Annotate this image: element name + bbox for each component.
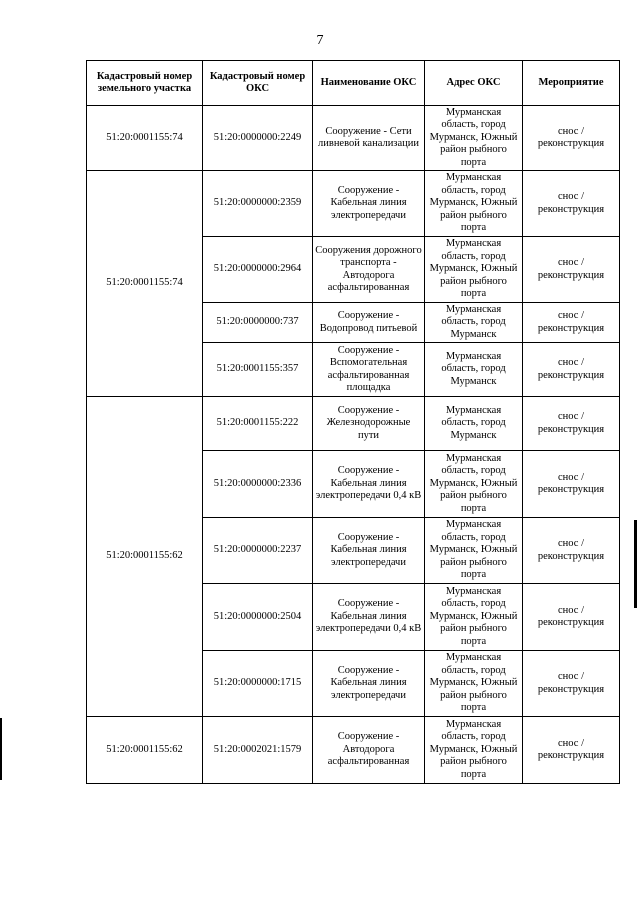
oks-cadastral-cell: 51:20:0000000:2249	[203, 106, 313, 171]
land-cadastral-cell: 51:20:0001155:62	[87, 397, 203, 717]
measure-cell: снос / реконструкция	[523, 343, 620, 397]
address-cell: Мурманская область, город Мурманск	[425, 343, 523, 397]
measure-cell: снос / реконструкция	[523, 171, 620, 237]
oks-cadastral-cell: 51:20:0000000:1715	[203, 651, 313, 717]
measure-cell: снос / реконструкция	[523, 397, 620, 451]
land-cadastral-cell: 51:20:0001155:62	[87, 717, 203, 784]
measure-cell: снос / реконструкция	[523, 584, 620, 651]
header-name: Наименование ОКС	[313, 61, 425, 106]
measure-cell: снос / реконструкция	[523, 451, 620, 518]
measure-cell: снос / реконструкция	[523, 651, 620, 717]
oks-cadastral-cell: 51:20:0001155:357	[203, 343, 313, 397]
address-cell: Мурманская область, город Мурманск, Южный район рыбного порта	[425, 584, 523, 651]
oks-cadastral-cell: 51:20:0000000:2504	[203, 584, 313, 651]
table-row	[87, 171, 620, 237]
name-cell: Сооружение - Железнодорожные пути	[313, 397, 425, 451]
header-oks-cadastral: Кадастровый номер ОКС	[203, 61, 313, 106]
address-cell: Мурманская область, город Мурманск, Южный район рыбного порта	[425, 651, 523, 717]
oks-cadastral-cell: 51:20:0001155:222	[203, 397, 313, 451]
address-cell: Мурманская область, город Мурманск, Южный район рыбного порта	[425, 518, 523, 584]
scan-edge-mark	[0, 718, 2, 780]
address-cell: Мурманская область, город Мурманск, Южный район рыбного порта	[425, 717, 523, 784]
measure-cell: снос / реконструкция	[523, 518, 620, 584]
name-cell: Сооружение - Кабельная линия электропередачи	[313, 171, 425, 237]
name-cell: Сооружение - Кабельная линия электропередачи	[313, 518, 425, 584]
name-cell: Сооружения дорожного транспорта - Автодорога асфальтированная	[313, 237, 425, 303]
table-row	[87, 106, 620, 171]
header-address: Адрес ОКС	[425, 61, 523, 106]
name-cell: Сооружение - Автодорога асфальтированная	[313, 717, 425, 784]
header-land-cadastral: Кадастровый номер земельного участка	[87, 61, 203, 106]
name-cell: Сооружение - Вспомогательная асфальтированная площадка	[313, 343, 425, 397]
address-cell: Мурманская область, город Мурманск, Южный район рыбного порта	[425, 237, 523, 303]
measure-cell: снос / реконструкция	[523, 303, 620, 343]
oks-cadastral-cell: 51:20:0000000:737	[203, 303, 313, 343]
header-measure: Мероприятие	[523, 61, 620, 106]
name-cell: Сооружение - Кабельная линия электропередачи 0,4 кВ	[313, 584, 425, 651]
oks-cadastral-cell: 51:20:0002021:1579	[203, 717, 313, 784]
land-cadastral-cell: 51:20:0001155:74	[87, 171, 203, 397]
oks-cadastral-cell: 51:20:0000000:2237	[203, 518, 313, 584]
address-cell: Мурманская область, город Мурманск, Южный район рыбного порта	[425, 106, 523, 171]
address-cell: Мурманская область, город Мурманск	[425, 397, 523, 451]
table-row	[87, 717, 620, 784]
oks-cadastral-cell: 51:20:0000000:2359	[203, 171, 313, 237]
table-header-row	[87, 61, 620, 106]
address-cell: Мурманская область, город Мурманск, Южный район рыбного порта	[425, 171, 523, 237]
objects-table	[86, 60, 620, 784]
measure-cell: снос / реконструкция	[523, 106, 620, 171]
oks-cadastral-cell: 51:20:0000000:2964	[203, 237, 313, 303]
land-cadastral-cell: 51:20:0001155:74	[87, 106, 203, 171]
name-cell: Сооружение - Кабельная линия электропередачи	[313, 651, 425, 717]
page-number: 7	[316, 33, 324, 48]
oks-cadastral-cell: 51:20:0000000:2336	[203, 451, 313, 518]
name-cell: Сооружение - Кабельная линия электропередачи 0,4 кВ	[313, 451, 425, 518]
address-cell: Мурманская область, город Мурманск	[425, 303, 523, 343]
scan-edge-mark	[634, 520, 637, 608]
name-cell: Сооружение - Водопровод питьевой	[313, 303, 425, 343]
name-cell: Сооружение - Сети ливневой канализации	[313, 106, 425, 171]
measure-cell: снос / реконструкция	[523, 237, 620, 303]
measure-cell: снос / реконструкция	[523, 717, 620, 784]
table-row	[87, 397, 620, 451]
address-cell: Мурманская область, город Мурманск, Южный район рыбного порта	[425, 451, 523, 518]
